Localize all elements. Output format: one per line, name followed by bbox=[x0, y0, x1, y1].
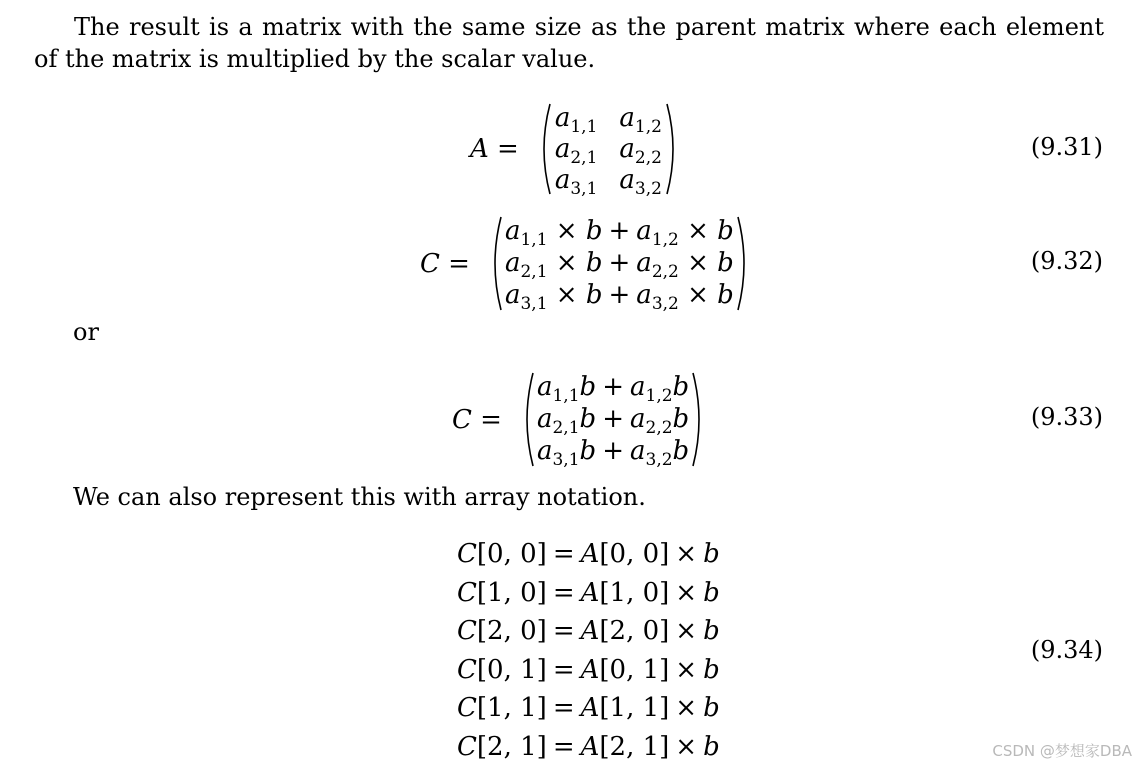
matrix-row: $a_{2,1}$ $a_{2,2}$ bbox=[554, 134, 662, 168]
matrix-row: $a_{1,1} \times b + a_{1,2} \times b$ bbox=[504, 216, 734, 251]
equation-9-31 bbox=[0, 103, 1146, 199]
array-equation-line: C[0, 0] = A[0, 0] × b bbox=[457, 539, 720, 569]
right-paren bbox=[666, 103, 680, 195]
array-notation-paragraph: We can also represent this with array notation. bbox=[73, 483, 646, 511]
watermark: CSDN @梦想家DBA bbox=[992, 742, 1132, 760]
equation-number: (9.34) bbox=[1030, 636, 1103, 664]
or-text: or bbox=[73, 318, 99, 346]
eq932-lhs: C = bbox=[420, 248, 470, 279]
array-equation-line: C[2, 1] = A[2, 1] × b bbox=[457, 731, 720, 762]
intro-paragraph: The result is a matrix with the same size as the parent matrix where each element of the matrix is multiplied by the scalar value. bbox=[34, 13, 1104, 73]
eq933-lhs: C = bbox=[452, 404, 502, 435]
matrix-row: $a_{1,1}$ $a_{1,2}$ bbox=[554, 103, 662, 137]
equation-9-32 bbox=[0, 216, 1146, 314]
matrix-row: $a_{3,1}$ $a_{3,2}$ bbox=[554, 165, 662, 199]
equation-number: (9.32) bbox=[1030, 247, 1103, 275]
right-paren bbox=[737, 216, 751, 311]
equation-9-34 bbox=[457, 535, 720, 767]
array-equation-line: C[1, 1] = A[1, 1] × b bbox=[457, 693, 720, 724]
equation-9-33 bbox=[0, 372, 1146, 470]
left-paren bbox=[537, 103, 551, 195]
array-equation-line: C[0, 1] = A[0, 1] × b bbox=[457, 654, 720, 685]
left-paren bbox=[488, 216, 502, 311]
equation-number: (9.33) bbox=[1030, 403, 1103, 431]
matrix-row: $a_{1,1}b + a_{1,2}b$ bbox=[536, 372, 690, 407]
right-paren bbox=[692, 372, 706, 467]
array-equation-line: C[1, 0] = A[1, 0] × b bbox=[457, 577, 720, 608]
matrix-row: $a_{3,1} \times b + a_{3,2} \times b$ bbox=[504, 279, 734, 314]
matrix-row: $a_{3,1}b + a_{3,2}b$ bbox=[536, 435, 690, 470]
array-equation-line: C[2, 0] = A[2, 0] × b bbox=[457, 616, 720, 647]
equation-number: (9.31) bbox=[1030, 133, 1103, 161]
matrix-row: $a_{2,1} \times b + a_{2,2} \times b$ bbox=[504, 247, 734, 282]
eq931-lhs: A = bbox=[470, 134, 519, 164]
left-paren bbox=[520, 372, 534, 467]
matrix-row: $a_{2,1}b + a_{2,2}b$ bbox=[536, 403, 690, 438]
